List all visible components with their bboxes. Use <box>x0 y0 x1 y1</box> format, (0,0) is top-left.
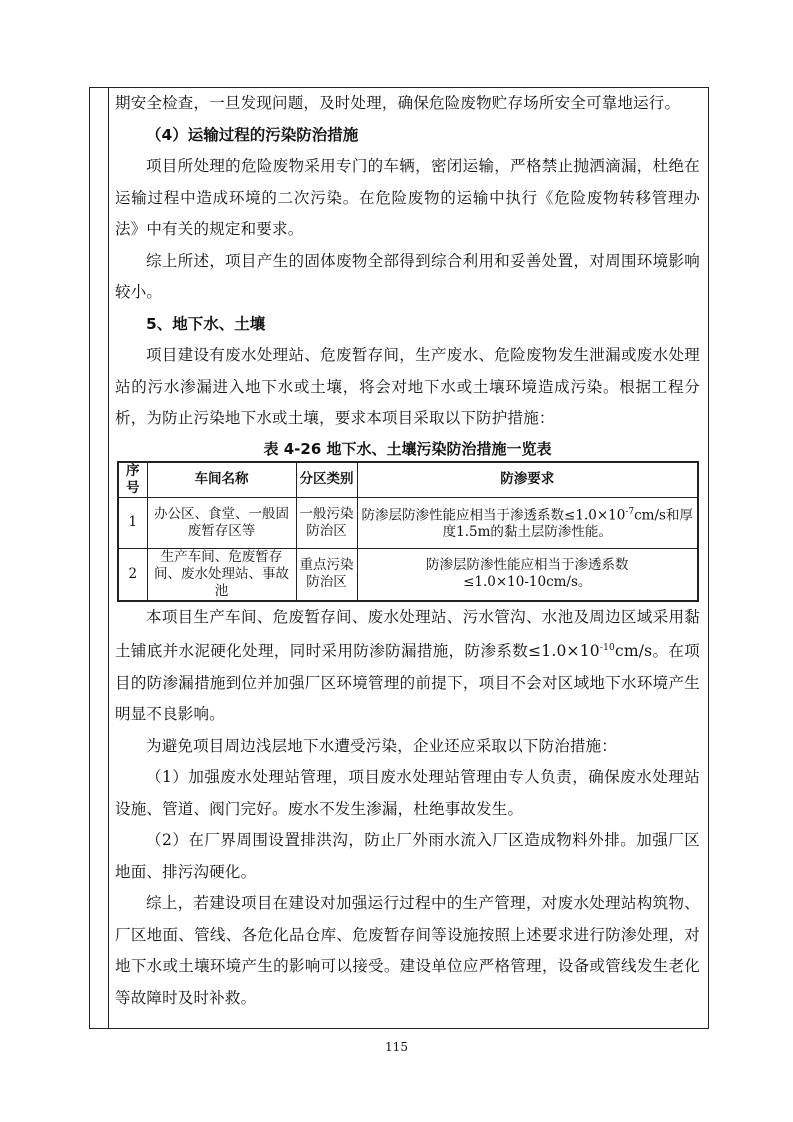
cell-no: 1 <box>118 497 147 548</box>
section-heading-transport: （4）运输过程的污染防治措施 <box>146 125 359 144</box>
req-text-b: cm/s和厚度1.5m的黏土层防渗性能。 <box>442 507 693 541</box>
table-row <box>118 497 698 548</box>
anti-seepage-table <box>117 461 699 602</box>
cell-requirement <box>357 497 698 548</box>
cell-workshop: 办公区、食堂、一般固废暂存区等 <box>147 497 296 548</box>
paragraph-solid-waste-summary: 综上所述，项目产生的固体废物全部得到综合利用和妥善处置，对周围环境影响较小。 <box>115 251 700 301</box>
header-zone: 分区类别 <box>296 462 357 498</box>
paragraph-measure-2: （2）在厂界周围设置排洪沟，防止厂外雨水流入厂区造成物料外排。加强厂区地面、排污沟硬化。 <box>115 831 700 881</box>
header-requirement: 防渗要求 <box>357 462 698 498</box>
cell-no: 2 <box>118 548 147 601</box>
table-header-row <box>118 462 698 498</box>
paragraph-continuation: 期安全检查，一旦发现问题，及时处理，确保危险废物贮存场所安全可靠地运行。 <box>115 94 681 112</box>
p4-text-b: cm/s。在项目的防渗漏措施到位并加强厂区环境管理的前提下，项目不会对区域地下水环境产生明显不良影响。 <box>115 642 700 724</box>
paragraph-measure-1: （1）加强废水处理站管理，项目废水处理站管理由专人负责，确保废水处理站设施、管道、阀门完好。废水不发生渗漏，杜绝事故发生。 <box>115 768 700 818</box>
paragraph-project-seepage <box>115 602 700 731</box>
cell-requirement <box>357 548 698 601</box>
req-text-a: 防渗层防渗性能应相当于渗透系数 <box>426 557 629 573</box>
frame-left-column-line <box>108 87 109 1029</box>
req-text-b: ≤1.0×10-10cm/s。 <box>463 574 592 590</box>
table-caption: 表 4-26 地下水、土壤污染防治措施一览表 <box>263 439 552 458</box>
cell-zone: 重点污染防治区 <box>296 548 357 601</box>
cell-zone: 一般污染防治区 <box>296 497 357 548</box>
paragraph-conclusion: 综上，若建设项目在建设对加强运行过程中的生产管理，对废水处理站构筑物、厂区地面、管线、各危化品仓库、危废暂存间等设施按照上述要求进行防渗处理，对地下水或土壤环境产生的影响可以接受。建设单位应严格管理，设备或管线发生老化等故障时及时补救。 <box>115 894 700 1007</box>
cell-workshop: 生产车间、危废暂存间、废水处理站、事故池 <box>147 548 296 601</box>
header-workshop: 车间名称 <box>147 462 296 498</box>
document-body <box>115 88 700 1014</box>
p4-text-a: 本项目生产车间、危废暂存间、废水处理站、污水管沟、水池及周边区域采用黏土铺底并水泥硬化处理，同时采用防渗防漏措施，防渗系数≤1.0×10 <box>115 607 700 661</box>
paragraph-groundwater-intro: 项目建设有废水处理站、危废暂存间，生产废水、危险废物发生泄漏或废水处理站的污水渗漏进入地下水或土壤，将会对地下水或土壤环境造成污染。根据工程分析，为防止污染地下水或土壤，要求本项目采取以下防护措施： <box>115 346 700 427</box>
section-heading-groundwater: 5、地下水、土壤 <box>146 314 266 333</box>
p4-exponent: -10 <box>599 643 615 653</box>
page-number: 115 <box>385 1040 408 1054</box>
req-text-a: 防渗层防渗性能应相当于渗透系数≤1.0×10 <box>361 507 626 524</box>
paragraph-transport: 项目所处理的危险废物采用专门的车辆，密闭运输，严格禁止抛洒滴漏，杜绝在运输过程中造成环境的二次污染。在危险废物的运输中执行《危险废物转移管理办法》中有关的规定和要求。 <box>115 157 700 238</box>
table-row <box>118 548 698 601</box>
req-exponent: -7 <box>625 506 635 517</box>
header-no: 序号 <box>118 462 147 498</box>
paragraph-prevention-intro: 为避免项目周边浅层地下水遭受污染，企业还应采取以下防治措施： <box>146 736 618 755</box>
